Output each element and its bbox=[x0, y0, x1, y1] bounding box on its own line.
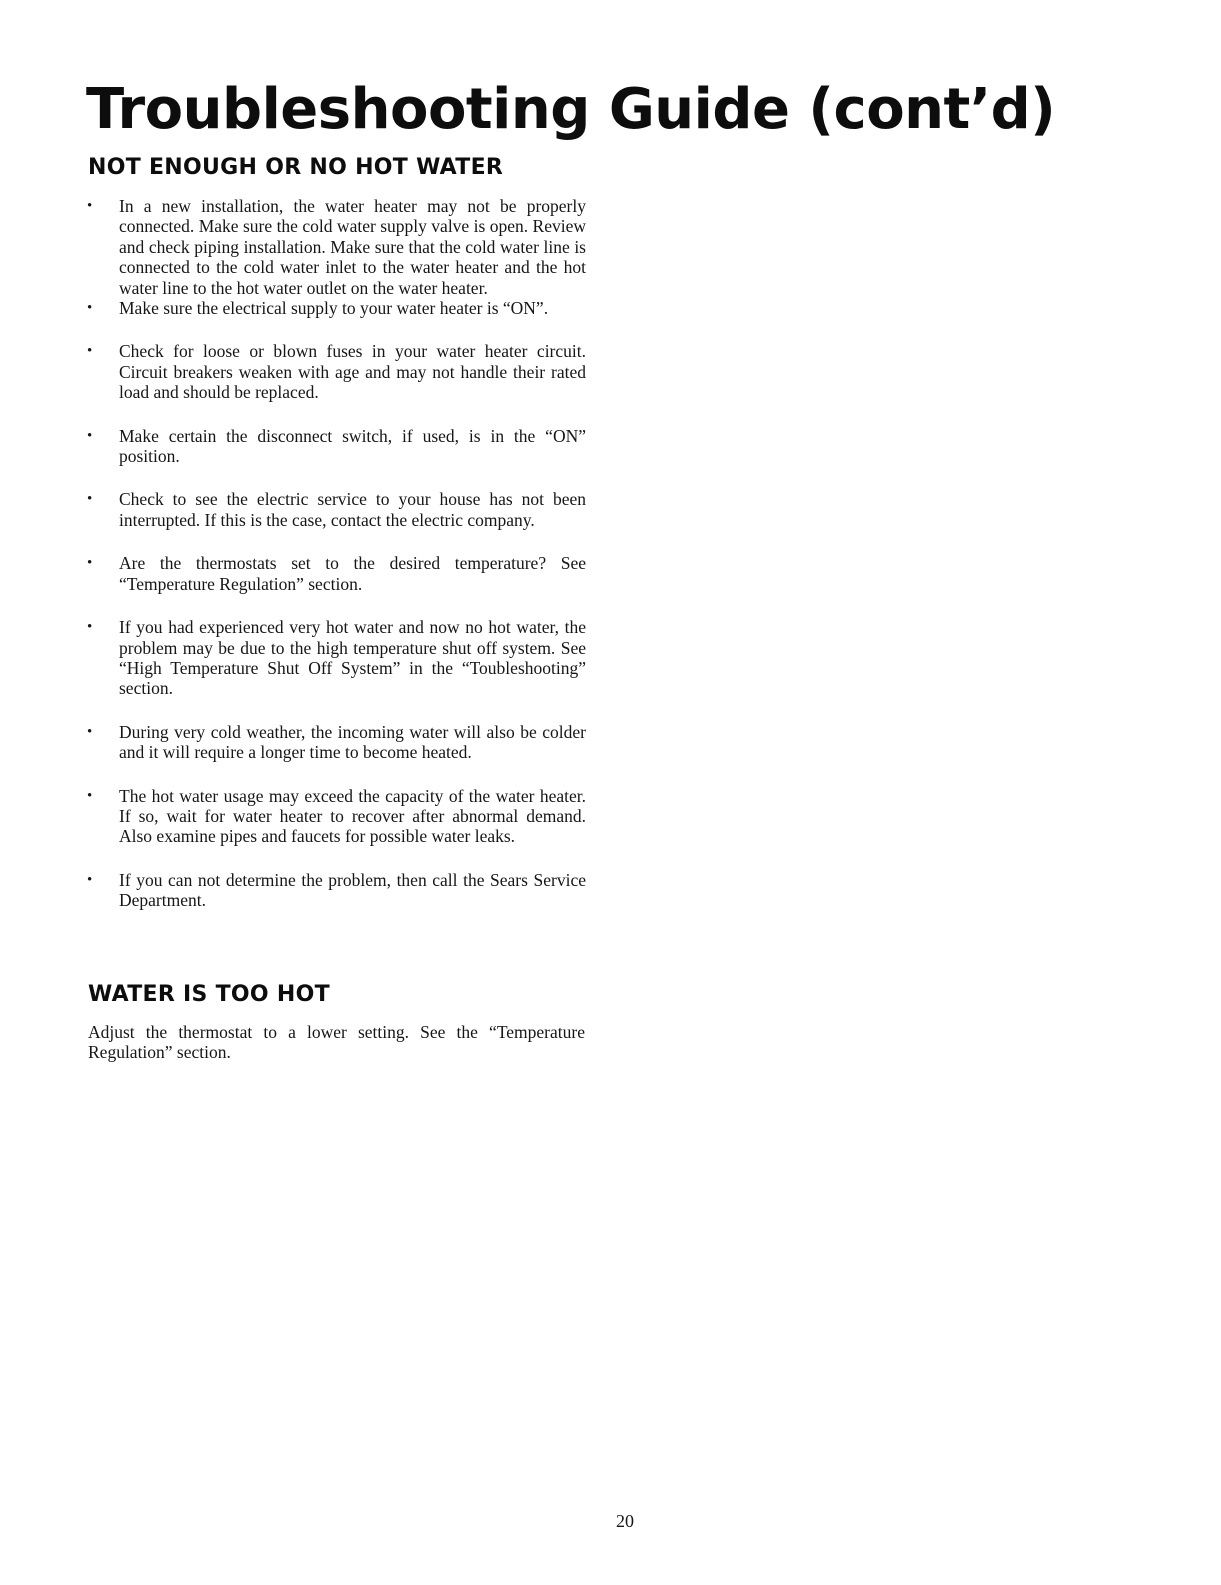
list-item-text: Make certain the disconnect switch, if used, is in the “ON” position. bbox=[119, 425, 586, 467]
list-item bbox=[86, 786, 586, 847]
list-item-text: Make sure the electrical supply to your water heater is “ON”. bbox=[119, 298, 549, 319]
list-item bbox=[86, 617, 586, 699]
list-item-text: In a new installation, the water heater may not be properly connected. Make sure the cold water supply valve is open. Review and check piping installation. Make sure that the cold water line is connected to the cold water inlet to the water heater and the hot water line to the hot water outlet on the water heater. bbox=[119, 196, 586, 298]
list-item-text: The hot water usage may exceed the capacity of the water heater. If so, wait for water heater to recover after abnormal demand. Also examine pipes and faucets for possible water leaks. bbox=[119, 785, 586, 847]
bullet-icon: • bbox=[87, 343, 93, 360]
list-item-text: Check to see the electric service to your house has not been interrupted. If this is the case, contact the electric company. bbox=[119, 489, 586, 530]
bullet-icon: • bbox=[87, 555, 93, 572]
list-item bbox=[86, 426, 586, 467]
bullet-icon: • bbox=[87, 619, 93, 636]
list-item-text: During very cold weather, the incoming water will also be colder and it will require a longer time to become heated. bbox=[119, 721, 586, 763]
bullet-icon: • bbox=[87, 427, 93, 444]
water-too-hot-paragraph: Adjust the thermostat to a lower setting. See the “Temperature Regulation” section. bbox=[88, 1022, 585, 1063]
list-item bbox=[86, 489, 586, 530]
list-item bbox=[86, 298, 586, 318]
list-item-text: If you can not determine the problem, then call the Sears Service Department. bbox=[119, 869, 586, 911]
bullet-icon: • bbox=[87, 491, 93, 508]
list-item bbox=[86, 196, 586, 298]
list-item bbox=[86, 553, 586, 594]
list-item-text: If you had experienced very hot water and now no hot water, the problem may be due to the high temperature shut off system. See “High Temperature Shut Off System” in the “Toubleshooting” section. bbox=[119, 617, 586, 699]
list-item bbox=[86, 341, 586, 402]
page-title: Troubleshooting Guide (cont’d) bbox=[86, 77, 1056, 142]
section-heading-not-enough-hot-water: NOT ENOUGH OR NO HOT WATER bbox=[88, 155, 504, 180]
list-item bbox=[86, 870, 586, 911]
list-item bbox=[86, 722, 586, 763]
list-item-text: Check for loose or blown fuses in your water heater circuit. Circuit breakers weaken with age and may not handle their rated load and should be replaced. bbox=[119, 341, 586, 403]
bullet-icon: • bbox=[87, 787, 93, 804]
bullet-icon: • bbox=[87, 300, 93, 317]
section-heading-water-too-hot: WATER IS TOO HOT bbox=[88, 982, 330, 1007]
page-number: 20 bbox=[616, 1511, 634, 1531]
bullet-icon: • bbox=[87, 871, 93, 888]
bullet-icon: • bbox=[87, 723, 93, 740]
list-item-text: Are the thermostats set to the desired temperature? See “Temperature Regulation” section. bbox=[119, 553, 586, 594]
troubleshooting-bullet-list bbox=[86, 196, 586, 911]
bullet-icon: • bbox=[87, 198, 93, 214]
